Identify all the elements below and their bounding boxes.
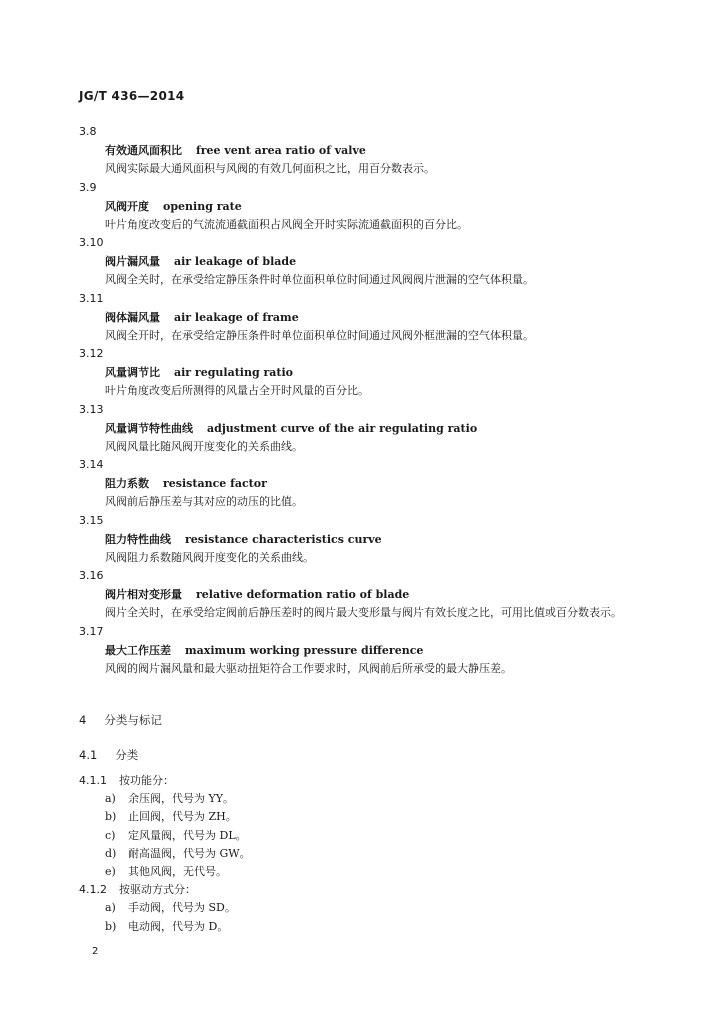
list-item [79,918,251,936]
term-chinese-name: 阀体漏风量 [105,310,160,324]
item-label: e) [105,864,116,878]
term-chinese-name: 最大工作压差 [105,643,171,657]
section-title: 分类与标记 [104,713,162,727]
term-english-name: air leakage of frame [174,310,299,324]
term-definition: 叶片角度改变后的气流流通截面积占风阀全开时实际流通截面积的百分比。 [105,217,468,231]
term-number: 3.11 [79,291,104,305]
item-label: a) [105,792,116,806]
term-english-name: resistance characteristics curve [185,532,382,546]
section-4-heading [79,712,162,728]
item-label: b) [105,919,117,933]
list-item [79,863,251,881]
term-chinese-name: 阀片漏风量 [105,255,160,268]
term-number: 3.17 [79,624,104,638]
clause-number: 4.1.1 [79,774,107,787]
item-label: c) [105,828,116,842]
term-title [79,641,649,660]
item-text: 手动阀，代号为 SD。 [128,901,236,915]
term-entry [79,290,649,346]
term-title [79,252,649,271]
term-title [79,585,649,604]
section-4-1-heading [79,747,138,763]
term-number: 3.9 [79,180,97,194]
term-definition: 风阀风量比随风阀开度变化的关系曲线。 [105,439,303,453]
clause-number: 4.1.2 [79,883,107,897]
term-chinese-name: 有效通风面积比 [105,144,182,157]
term-definition: 叶片角度改变后所测得的风量占全开时风量的百分比。 [105,384,369,397]
list-item [79,827,251,845]
term-chinese-name: 阻力特性曲线 [105,532,171,546]
term-number: 3.15 [79,513,104,527]
term-title [79,197,649,216]
page-number: 2 [92,946,99,957]
item-text: 定风量阀，代号为 DL。 [128,828,247,842]
term-entry [79,345,649,401]
term-definition: 风阀实际最大通风面积与风阀的有效几何面积之比，用百分数表示。 [105,162,435,175]
term-english-name: resistance factor [163,477,267,490]
term-chinese-name: 阻力系数 [105,477,149,490]
term-definition: 风阀全关时，在承受给定静压条件时单位面积单位时间通过风阀阀片泄漏的空气体积量。 [105,273,534,286]
term-english-name: air regulating ratio [174,366,294,379]
term-english-name: maximum working pressure difference [185,643,424,657]
term-definition: 风阀阻力系数随风阀开度变化的关系曲线。 [105,550,314,564]
term-english-name: air leakage of blade [174,255,297,268]
term-entry [79,401,649,457]
term-entry [79,179,649,235]
term-entry [79,456,649,512]
standard-code-header: JG/T 436—2014 [79,89,185,103]
clause-text: 按功能分： [119,774,174,787]
item-text: 余压阀，代号为 YY。 [128,792,235,806]
item-text: 止回阀，代号为 ZH。 [128,810,237,824]
term-english-name: opening rate [163,199,242,213]
term-entry [79,567,649,623]
item-label: a) [105,901,116,915]
term-title [79,363,649,382]
term-entry [79,234,649,290]
term-chinese-name: 风量调节比 [105,366,160,379]
clause-4-1-2 [79,881,251,899]
section-number: 4 [79,713,87,727]
term-entry [79,623,649,679]
term-number: 3.14 [79,458,104,471]
term-definition: 风阀的阀片漏风量和最大驱动扭矩符合工作要求时，风阀前后所承受的最大静压差。 [105,661,512,675]
item-text: 电动阀，代号为 D。 [128,919,229,933]
clause-text: 按驱动方式分： [119,883,196,897]
item-label: b) [105,810,117,824]
term-number: 3.16 [79,569,104,582]
term-title [79,141,649,160]
term-chinese-name: 风阀开度 [105,199,149,213]
term-number: 3.12 [79,347,104,360]
term-english-name: adjustment curve of the air regulating ratio [207,421,478,435]
term-title [79,308,649,327]
list-item [79,790,251,808]
section-number: 4.1 [79,748,98,762]
term-chinese-name: 阀片相对变形量 [105,588,182,601]
term-title [79,530,649,549]
term-entry [79,512,649,568]
term-title [79,474,649,493]
term-definition: 风阀前后静压差与其对应的动压的比值。 [105,495,303,508]
term-number: 3.10 [79,236,104,249]
term-english-name: free vent area ratio of valve [196,144,366,157]
classification-list [79,772,251,936]
term-title [79,419,649,438]
term-definition: 风阀全开时，在承受给定静压条件时单位面积单位时间通过风阀外框泄漏的空气体积量。 [105,328,534,342]
term-number: 3.8 [79,125,97,138]
terms-list [79,123,649,678]
term-definition: 阀片全关时，在承受给定阀前后静压差时的阀片最大变形量与阀片有效长度之比，可用比值或百分数表示。 [105,606,622,619]
item-text: 耐高温阀，代号为 GW。 [128,846,251,860]
term-entry [79,123,649,179]
clause-4-1-1 [79,772,251,790]
section-title: 分类 [115,748,139,762]
term-number: 3.13 [79,402,104,416]
list-item [79,808,251,826]
list-item [79,845,251,863]
list-item [79,899,251,917]
term-english-name: relative deformation ratio of blade [196,588,410,601]
item-text: 其他风阀，无代号。 [128,864,227,878]
term-chinese-name: 风量调节特性曲线 [105,421,193,435]
item-label: d) [105,846,117,860]
